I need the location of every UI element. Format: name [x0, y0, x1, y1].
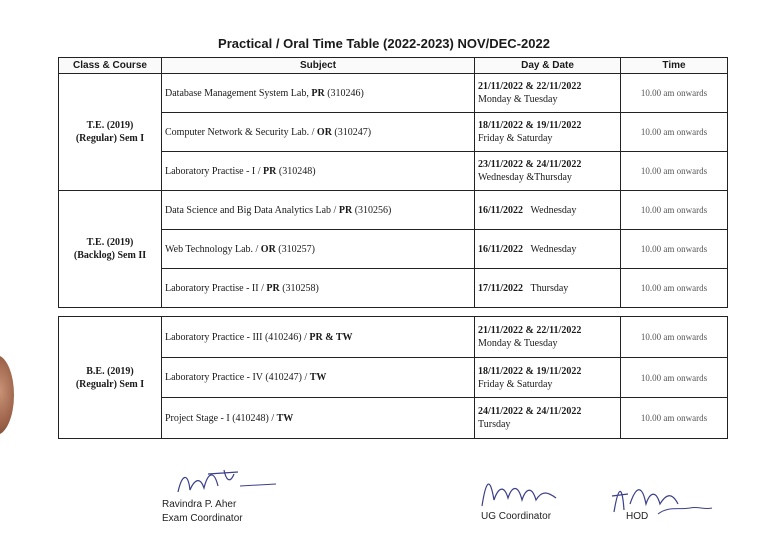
class-course-cell	[59, 317, 162, 439]
subject-cell: Laboratory Practice - III (410246) / PR & TW	[162, 317, 475, 358]
subject-cell: Project Stage - I (410248) / TW	[162, 398, 475, 439]
ug-coordinator-title: UG Coordinator	[481, 511, 552, 522]
table-row	[59, 317, 728, 358]
coordinator-signature	[168, 462, 288, 502]
date-cell: 17/11/2022 Thursday	[475, 269, 621, 308]
time-cell: 10.00 am onwards	[621, 230, 728, 269]
time-cell: 10.00 am onwards	[621, 269, 728, 308]
table-row	[59, 74, 728, 113]
time-cell: 10.00 am onwards	[621, 152, 728, 191]
class-name: B.E. (2019)	[86, 365, 134, 377]
subject-cell: Data Science and Big Data Analytics Lab / PR (310256)	[162, 191, 475, 230]
time-cell: 10.00 am onwards	[621, 74, 728, 113]
date-cell: 16/11/2022 Wednesday	[475, 230, 621, 269]
page-title: Practical / Oral Time Table (2022-2023) NOV/DEC-2022	[218, 36, 550, 51]
time-cell: 10.00 am onwards	[621, 358, 728, 398]
class-course-cell	[59, 191, 162, 308]
subject-cell: Web Technology Lab. / OR (310257)	[162, 230, 475, 269]
hod-title: HOD	[626, 511, 649, 522]
header-class-course: Class & Course	[59, 58, 162, 74]
class-name: T.E. (2019)	[86, 120, 134, 131]
header-day-date: Day & Date	[475, 58, 621, 74]
date-cell: 24/11/2022 & 24/11/2022 Tursday	[475, 398, 621, 439]
subject-cell: Laboratory Practise - I / PR (310248)	[162, 152, 475, 191]
date-cell: 21/11/2022 & 22/11/2022 Monday & Tuesday	[475, 317, 621, 358]
time-cell: 10.00 am onwards	[621, 191, 728, 230]
date-cell: 16/11/2022 Wednesday	[475, 191, 621, 230]
header-subject: Subject	[162, 58, 475, 74]
timetable-te	[58, 57, 728, 308]
hod-signature	[608, 474, 718, 520]
timetable-be	[58, 316, 728, 439]
date-cell: 18/11/2022 & 19/11/2022 Friday & Saturday	[475, 358, 621, 398]
class-semester: (Regualr) Sem I	[75, 378, 145, 390]
subject-cell: Laboratory Practice - IV (410247) / TW	[162, 358, 475, 398]
class-semester: (Backlog) Sem II	[73, 250, 147, 261]
subject-cell: Computer Network & Security Lab. / OR (310247)	[162, 113, 475, 152]
subject-cell: Database Management System Lab, PR (310246)	[162, 74, 475, 113]
time-cell: 10.00 am onwards	[621, 113, 728, 152]
coordinator-name: Ravindra P. Aher	[162, 499, 237, 510]
table-header-row	[59, 58, 728, 74]
date-cell: 21/11/2022 & 22/11/2022 Monday & Tuesday	[475, 74, 621, 113]
class-semester: (Regular) Sem I	[75, 133, 145, 144]
date-cell: 18/11/2022 & 19/11/2022 Friday & Saturday	[475, 113, 621, 152]
header-time: Time	[621, 58, 728, 74]
ug-coordinator-signature	[476, 470, 566, 514]
date-cell: 23/11/2022 & 24/11/2022 Wednesday &Thursday	[475, 152, 621, 191]
table-row	[59, 191, 728, 230]
coordinator-title: Exam Coordinator	[162, 513, 243, 524]
class-name: T.E. (2019)	[86, 237, 134, 248]
time-cell: 10.00 am onwards	[621, 398, 728, 439]
time-cell: 10.00 am onwards	[621, 317, 728, 358]
subject-cell: Laboratory Practise - II / PR (310258)	[162, 269, 475, 308]
thumb-photo-edge	[0, 355, 14, 435]
class-course-cell	[59, 74, 162, 191]
